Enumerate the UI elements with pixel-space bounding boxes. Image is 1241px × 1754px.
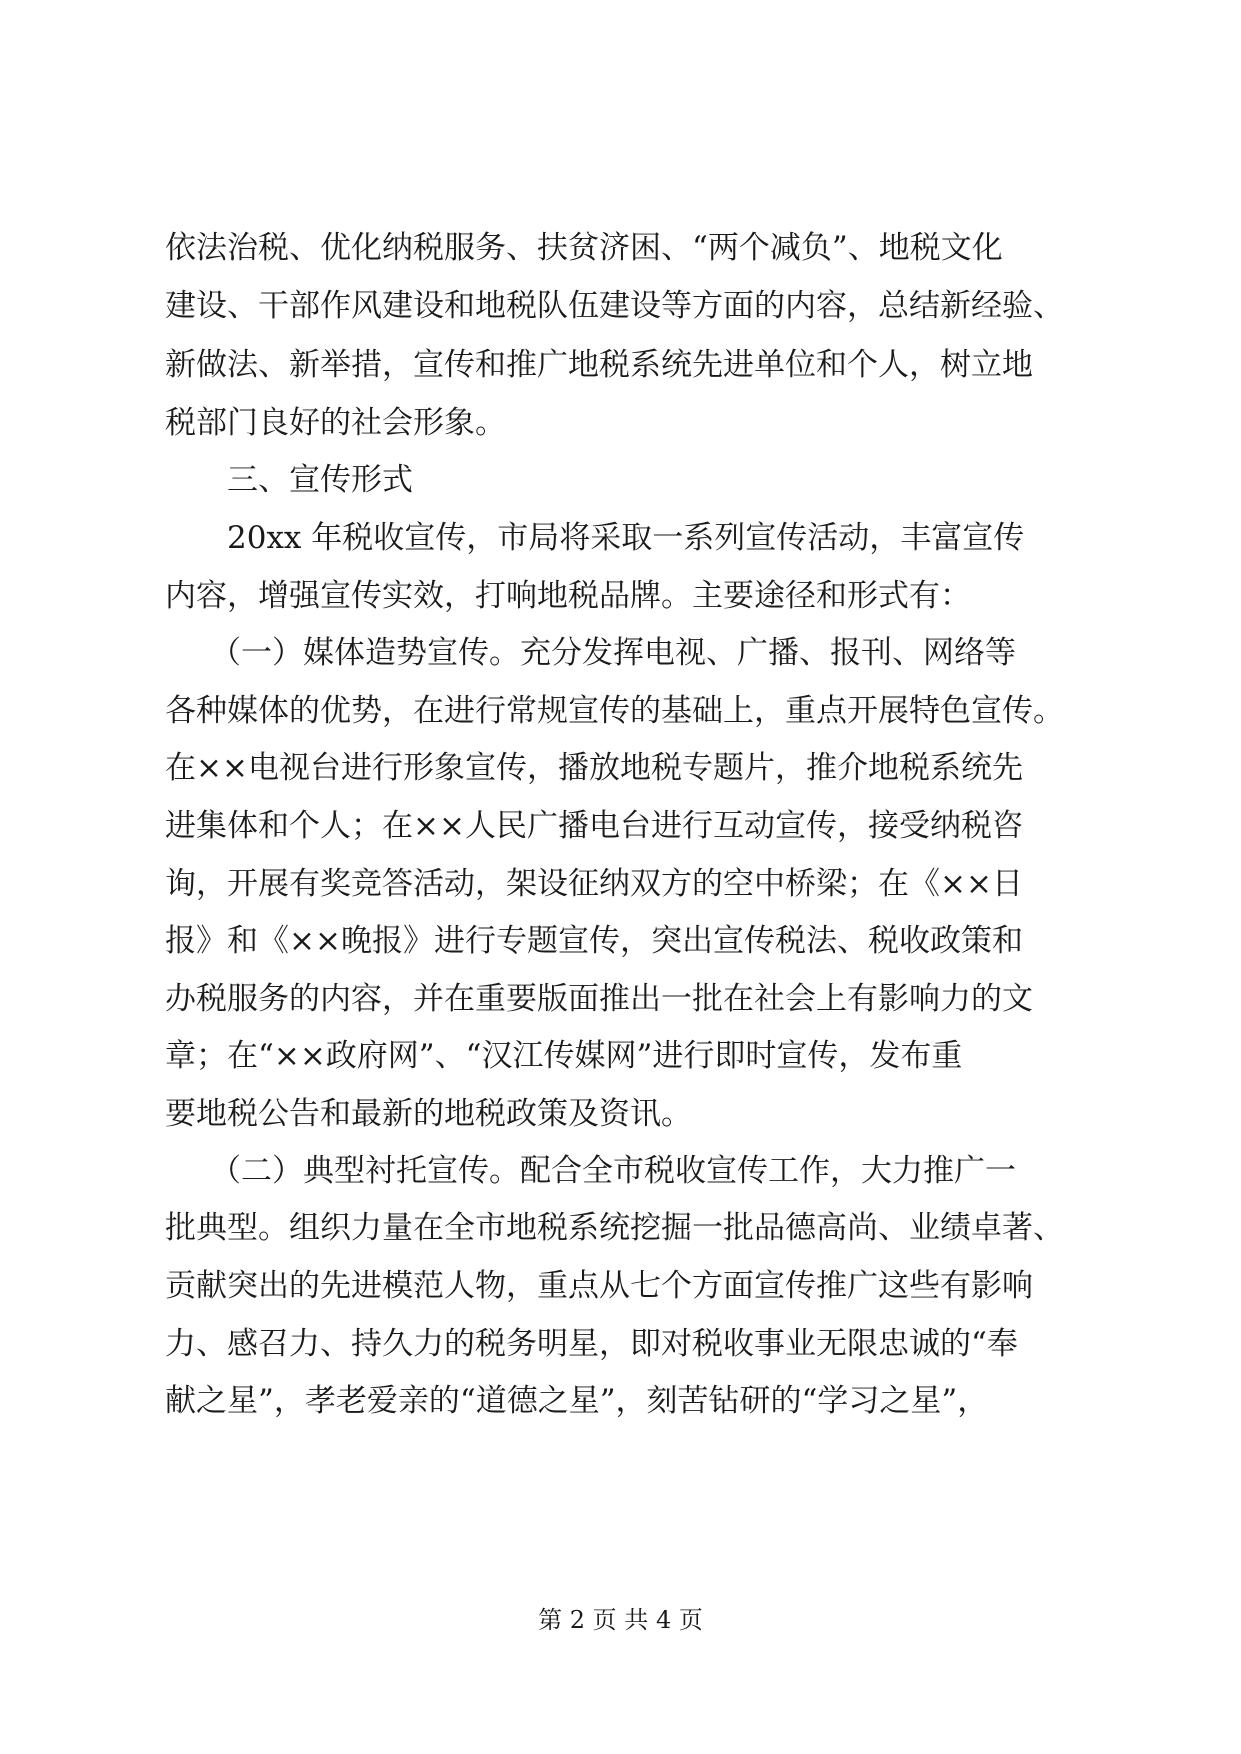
- text-line: 进集体和个人；在××人民广播电台进行互动宣传，接受纳税咨: [165, 808, 1023, 844]
- text-line: 建设、干部作风建设和地税队伍建设等方面的内容，总结新经验、: [165, 288, 1064, 324]
- section-heading: 三、宣传形式: [227, 462, 413, 498]
- text-line: 询，开展有奖竞答活动，架设征纳双方的空中桥梁；在《××日: [165, 866, 1023, 902]
- text-line: 章；在“××政府网”、“汉江传媒网”进行即时宣传，发布重: [165, 1038, 963, 1074]
- text-line: 报》和《××晚报》进行专题宣传，突出宣传税法、税收政策和: [165, 923, 1023, 959]
- text-line: 20xx 年税收宣传，市局将采取一系列宣传活动，丰富宣传: [227, 520, 1025, 556]
- text-line: 贡献突出的先进模范人物，重点从七个方面宣传推广这些有影响: [165, 1268, 1033, 1304]
- text-line: （二）典型衬托宣传。配合全市税收宣传工作，大力推广一: [210, 1153, 1016, 1189]
- text-line: 批典型。组织力量在全市地税系统挖掘一批品德高尚、业绩卓著、: [165, 1210, 1064, 1246]
- text-line: 在××电视台进行形象宣传，播放地税专题片，推介地税系统先: [165, 750, 1023, 786]
- text-line: （一）媒体造势宣传。充分发挥电视、广播、报刊、网络等: [210, 635, 1016, 671]
- text-line: 依法治税、优化纳税服务、扶贫济困、“两个减负”、地税文化: [165, 230, 1003, 266]
- text-line: 力、感召力、持久力的税务明星，即对税收事业无限忠诚的“奉: [165, 1326, 1018, 1362]
- page-number: 第 2 页 共 4 页: [538, 1606, 703, 1634]
- text-line: 税部门良好的社会形象。: [165, 405, 506, 441]
- text-line: 要地税公告和最新的地税政策及资讯。: [165, 1096, 692, 1132]
- text-line: 各种媒体的优势，在进行常规宣传的基础上，重点开展特色宣传。: [165, 693, 1064, 729]
- text-line: 内容，增强宣传实效，打响地税品牌。主要途径和形式有：: [165, 578, 971, 614]
- text-line: 办税服务的内容，并在重要版面推出一批在社会上有影响力的文: [165, 981, 1033, 1017]
- text-line: 献之星”，孝老爱亲的“道德之星”，刻苦钻研的“学习之星”，: [165, 1383, 989, 1419]
- text-line: 新做法、新举措，宣传和推广地税系统先进单位和个人，树立地: [165, 347, 1033, 383]
